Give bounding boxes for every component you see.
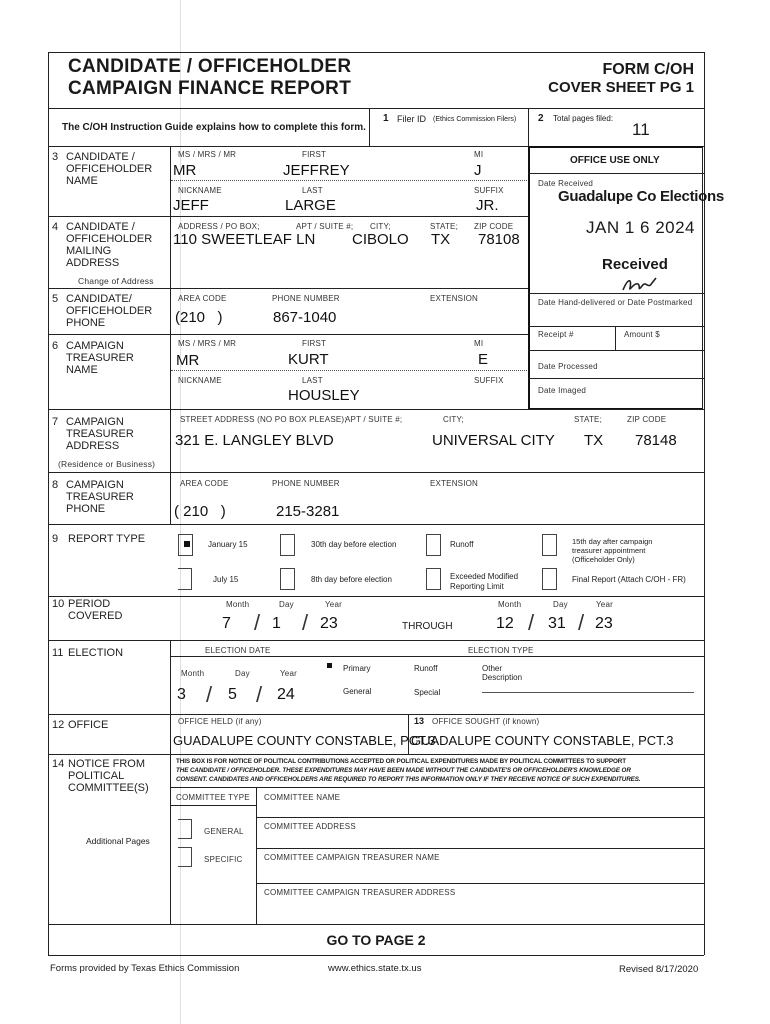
general-label: General: [343, 687, 372, 696]
other-label: Other: [482, 664, 503, 673]
15th-day-label-2: treasurer appointment: [572, 546, 646, 555]
suffix-label: SUFFIX: [474, 186, 504, 195]
divider: [256, 817, 704, 818]
form-title-line2: CAMPAIGN FINANCE REPORT: [68, 78, 352, 99]
street-label: STREET ADDRESS (NO PO BOX PLEASE);: [180, 415, 347, 424]
treasurer-street-field[interactable]: 321 E. LANGLEY BLVD: [175, 432, 334, 449]
phone-label: PHONE NUMBER: [272, 294, 340, 303]
frame-bottom: [48, 955, 704, 956]
candidate-phone-label: CANDIDATE/ OFFICEHOLDER PHONE: [66, 293, 153, 329]
runoff-label: Runoff: [450, 540, 474, 549]
checkbox-8th-day[interactable]: [280, 568, 295, 590]
ext-label: EXTENSION: [430, 479, 479, 488]
period-from-day-field[interactable]: 1: [272, 615, 281, 632]
notice-text-line2: THE CANDIDATE / OFFICEHOLDER. THESE EXPENDITURES MAY HAVE BEEN MADE WITHOUT THE CANDIDATE'S OR OFFICEHOLDER'S KNOWLEDGE OR: [176, 767, 631, 774]
frame-left: [48, 52, 49, 955]
15th-day-label-3: (Officeholder Only): [572, 555, 635, 564]
section-9-number: 9: [52, 533, 59, 545]
filer-id-sub: (Ethics Commission Filers): [433, 116, 517, 123]
section-4-number: 4: [52, 221, 59, 233]
candidate-name-label: CANDIDATE / OFFICEHOLDER NAME: [66, 151, 153, 187]
exceeded-label-2: Reporting Limit: [450, 582, 504, 591]
treasurer-area-code-field[interactable]: ( 210 ): [174, 503, 226, 520]
committee-treasurer-name-label: COMMITTEE CAMPAIGN TREASURER NAME: [264, 853, 440, 862]
suffix-label: SUFFIX: [474, 376, 504, 385]
candidate-phone-field[interactable]: 867-1040: [273, 309, 337, 326]
notice-text-line3: CONSENT. CANDIDATES AND OFFICEHOLDERS ARE REQUIRED TO REPORT THIS INFORMATION ONLY IF THEY RECEIVE NOTICE OF SUCH EXPENDITURES.: [176, 776, 641, 783]
month-label: Month: [181, 669, 205, 678]
prefix-label: MS / MRS / MR: [178, 150, 237, 159]
divider: [171, 805, 256, 806]
treasurer-name-label: CAMPAIGN TREASURER NAME: [66, 340, 134, 376]
state-label: STATE;: [574, 415, 603, 424]
ext-label: EXTENSION: [430, 294, 479, 303]
divider: [171, 656, 704, 657]
year-label: Year: [280, 669, 297, 678]
slash-icon: /: [528, 610, 535, 635]
divider: [48, 472, 704, 473]
received-stamp-word: Received: [602, 256, 668, 273]
address-label: ADDRESS / PO BOX;: [178, 222, 260, 231]
30th-day-label: 30th day before election: [311, 540, 397, 549]
candidate-mi-field[interactable]: J: [474, 162, 482, 179]
divider: [615, 326, 616, 350]
section-13-number: 13: [414, 716, 425, 726]
period-to-year-field[interactable]: 23: [595, 615, 613, 632]
last-label: LAST: [302, 376, 323, 385]
other-description-field[interactable]: [482, 692, 694, 693]
treasurer-address-label: CAMPAIGN TREASURER ADDRESS: [66, 416, 134, 452]
section-5-number: 5: [52, 293, 59, 305]
candidate-area-code-field[interactable]: (210 ): [175, 309, 223, 326]
revised-date: Revised 8/17/2020: [619, 964, 699, 975]
through-label: THROUGH: [402, 621, 453, 632]
section-3-number: 3: [52, 151, 59, 163]
first-label: FIRST: [302, 150, 327, 159]
office-sought-label: OFFICE SOUGHT (if known): [432, 717, 540, 726]
checkbox-exceeded-limit[interactable]: [426, 568, 441, 590]
divider: [408, 714, 409, 754]
change-of-address-label: Change of Address: [78, 276, 154, 286]
divider: [528, 293, 704, 294]
header-divider: [48, 108, 704, 109]
day-label: Day: [279, 600, 294, 609]
election-label: ELECTION: [68, 647, 124, 659]
candidate-address-field[interactable]: 110 SWEETLEAF LN: [173, 231, 316, 248]
15th-day-label: 15th day after campaign: [572, 537, 653, 546]
residence-label: (Residence or Business): [58, 459, 156, 469]
divider: [170, 754, 171, 924]
filer-id-number: 1: [383, 113, 389, 124]
divider: [48, 754, 704, 755]
divider: [369, 108, 370, 146]
area-label: AREA CODE: [180, 479, 229, 488]
report-type-label: REPORT TYPE: [68, 533, 146, 545]
divider: [48, 714, 704, 715]
treasurer-last-name-field[interactable]: HOUSLEY: [288, 387, 360, 404]
treasurer-phone-field[interactable]: 215-3281: [276, 503, 340, 520]
year-label: Year: [596, 600, 613, 609]
scan-artifact-line: [180, 0, 181, 1024]
office-use-title: OFFICE USE ONLY: [570, 155, 660, 166]
form-code: FORM C/OH: [602, 61, 694, 78]
divider: [48, 524, 704, 525]
office-held-label: OFFICE HELD (if any): [178, 717, 262, 726]
committee-specific-label: SPECIFIC: [204, 855, 243, 864]
city-label: CITY;: [443, 415, 464, 424]
slash-icon: /: [206, 682, 213, 707]
month-label: Month: [498, 600, 522, 609]
first-label: FIRST: [302, 339, 327, 348]
checkbox-runoff[interactable]: [426, 534, 441, 556]
section-10-number: 10: [52, 598, 65, 610]
section-11-number: 11: [52, 647, 64, 659]
candidate-last-name-field[interactable]: LARGE: [285, 197, 336, 214]
divider: [170, 409, 171, 524]
mi-label: MI: [474, 339, 484, 348]
slash-icon: /: [302, 610, 309, 635]
divider: [48, 334, 528, 335]
checked-mark-icon: [184, 541, 190, 547]
candidate-city-field[interactable]: CIBOLO: [352, 231, 409, 248]
period-from-year-field[interactable]: 23: [320, 615, 338, 632]
election-day-field[interactable]: 5: [228, 686, 237, 703]
apt-label: APT / SUITE #;: [345, 415, 403, 424]
prefix-label: MS / MRS / MR: [178, 339, 237, 348]
divider: [48, 596, 704, 597]
committee-name-label: COMMITTEE NAME: [264, 793, 341, 802]
treasurer-prefix-field[interactable]: MR: [176, 352, 200, 369]
exceeded-label: Exceeded Modified: [450, 572, 519, 581]
divider: [528, 378, 704, 379]
checkbox-30th-day[interactable]: [280, 534, 295, 556]
treasurer-first-name-field[interactable]: KURT: [288, 351, 329, 368]
slash-icon: /: [578, 610, 585, 635]
date-processed-label: Date Processed: [538, 362, 598, 371]
checkbox-primary[interactable]: [327, 663, 332, 668]
divider: [171, 787, 704, 788]
section-7-number: 7: [52, 416, 59, 428]
month-label: Month: [226, 600, 250, 609]
election-date-label: ELECTION DATE: [205, 646, 271, 655]
checkbox-15th-day-after[interactable]: [542, 534, 557, 556]
slash-icon: /: [254, 610, 261, 635]
checkbox-final-report[interactable]: [542, 568, 557, 590]
cover-sheet-label: COVER SHEET PG 1: [548, 79, 694, 96]
state-label: STATE;: [430, 222, 459, 231]
total-pages-number: 2: [538, 113, 544, 124]
divider: [48, 924, 704, 925]
divider: [528, 173, 704, 174]
nickname-label: NICKNAME: [178, 186, 222, 195]
section-14-number: 14: [52, 758, 65, 770]
period-to-month-field[interactable]: 12: [496, 615, 514, 632]
instruction-text: The C/OH Instruction Guide explains how to complete this form.: [62, 122, 366, 133]
8th-day-label: 8th day before election: [311, 575, 392, 584]
city-label: CITY;: [370, 222, 391, 231]
candidate-zip-field[interactable]: 78108: [478, 231, 520, 248]
section-6-number: 6: [52, 340, 59, 352]
divider: [48, 288, 528, 289]
mi-label: MI: [474, 150, 484, 159]
july-15-label: July 15: [213, 575, 239, 584]
divider: [48, 409, 704, 410]
apt-label: APT / SUITE #;: [296, 222, 354, 231]
committee-notice-label: NOTICE FROM POLITICAL COMMITTEE(S): [68, 758, 149, 794]
election-year-field[interactable]: 24: [277, 686, 295, 703]
notice-text-line1: THIS BOX IS FOR NOTICE OF POLITICAL CONTRIBUTIONS ACCEPTED OR POLITICAL EXPENDITURES MADE BY POLITICAL COMMITTEES TO SUPPORT: [176, 758, 626, 765]
date-received-label: Date Received: [538, 179, 594, 188]
january-15-label: January 15: [208, 540, 248, 549]
total-pages-value: 11: [632, 120, 650, 139]
runoff-label: Runoff: [414, 664, 438, 673]
committee-treasurer-address-label: COMMITTEE CAMPAIGN TREASURER ADDRESS: [264, 888, 456, 897]
section-8-number: 8: [52, 479, 59, 491]
period-from-month-field[interactable]: 7: [222, 615, 231, 632]
zip-label: ZIP CODE: [627, 415, 667, 424]
received-stamp-date: JAN 1 6 2024: [586, 218, 696, 237]
office-label: OFFICE: [68, 719, 109, 731]
candidate-nickname-field[interactable]: JEFF: [173, 197, 209, 214]
divider: [256, 883, 704, 884]
divider: [528, 326, 704, 327]
hand-delivered-label: Date Hand-delivered or Date Postmarked: [538, 298, 693, 307]
nickname-label: NICKNAME: [178, 376, 222, 385]
office-held-field[interactable]: GUADALUPE COUNTY CONSTABLE, PCT.3: [173, 733, 436, 748]
divider: [170, 640, 171, 754]
ethics-url: www.ethics.state.tx.us: [328, 963, 422, 974]
amount-label: Amount $: [624, 330, 660, 339]
treasurer-city-field[interactable]: UNIVERSAL CITY: [432, 432, 555, 449]
section-12-number: 12: [52, 719, 65, 731]
day-label: Day: [235, 669, 250, 678]
divider: [171, 180, 527, 181]
election-type-label: ELECTION TYPE: [468, 646, 534, 655]
go-to-page-2: GO TO PAGE 2: [326, 932, 426, 948]
treasurer-state-field[interactable]: TX: [584, 432, 604, 449]
forms-provided-text: Forms provided by Texas Ethics Commission: [50, 963, 240, 974]
candidate-first-name-field[interactable]: JEFFREY: [283, 162, 350, 179]
office-sought-field[interactable]: GUADALUPE COUNTY CONSTABLE, PCT.3: [411, 733, 674, 748]
divider: [528, 350, 704, 351]
period-to-day-field[interactable]: 31: [548, 615, 566, 632]
slash-icon: /: [256, 682, 263, 707]
election-month-field[interactable]: 3: [177, 686, 186, 703]
divider: [256, 848, 704, 849]
period-covered-label: PERIOD COVERED: [68, 598, 123, 622]
phone-label: PHONE NUMBER: [272, 479, 340, 488]
divider: [528, 108, 529, 146]
candidate-state-field[interactable]: TX: [431, 231, 451, 248]
area-label: AREA CODE: [178, 294, 227, 303]
year-label: Year: [325, 600, 342, 609]
primary-label: Primary: [343, 664, 371, 673]
form-title-line1: CANDIDATE / OFFICEHOLDER: [68, 56, 352, 77]
candidate-address-label: CANDIDATE / OFFICEHOLDER MAILING ADDRESS: [66, 221, 153, 269]
description-label: Description: [482, 673, 523, 682]
committee-type-label: COMMITTEE TYPE: [176, 793, 250, 802]
day-label: Day: [553, 600, 568, 609]
candidate-suffix-field[interactable]: JR.: [476, 197, 499, 214]
treasurer-zip-field[interactable]: 78148: [635, 432, 677, 449]
additional-pages-label: Additional Pages: [86, 836, 150, 846]
committee-address-label: COMMITTEE ADDRESS: [264, 822, 356, 831]
divider: [48, 640, 704, 641]
date-imaged-label: Date Imaged: [538, 386, 587, 395]
special-label: Special: [414, 688, 441, 697]
zip-label: ZIP CODE: [474, 222, 514, 231]
last-label: LAST: [302, 186, 323, 195]
treasurer-phone-label: CAMPAIGN TREASURER PHONE: [66, 479, 134, 515]
divider: [48, 216, 528, 217]
receipt-label: Receipt #: [538, 330, 574, 339]
filer-id-label: Filer ID: [397, 114, 426, 124]
divider: [256, 787, 257, 924]
frame-top: [48, 52, 704, 53]
divider: [171, 370, 527, 371]
committee-general-label: GENERAL: [204, 827, 244, 836]
received-stamp-office: Guadalupe Co Elections: [558, 188, 724, 205]
candidate-prefix-field[interactable]: MR: [173, 162, 197, 179]
treasurer-mi-field[interactable]: E: [478, 351, 489, 368]
final-report-label: Final Report (Attach C/OH - FR): [572, 575, 686, 584]
total-pages-label: Total pages filed:: [553, 114, 614, 123]
